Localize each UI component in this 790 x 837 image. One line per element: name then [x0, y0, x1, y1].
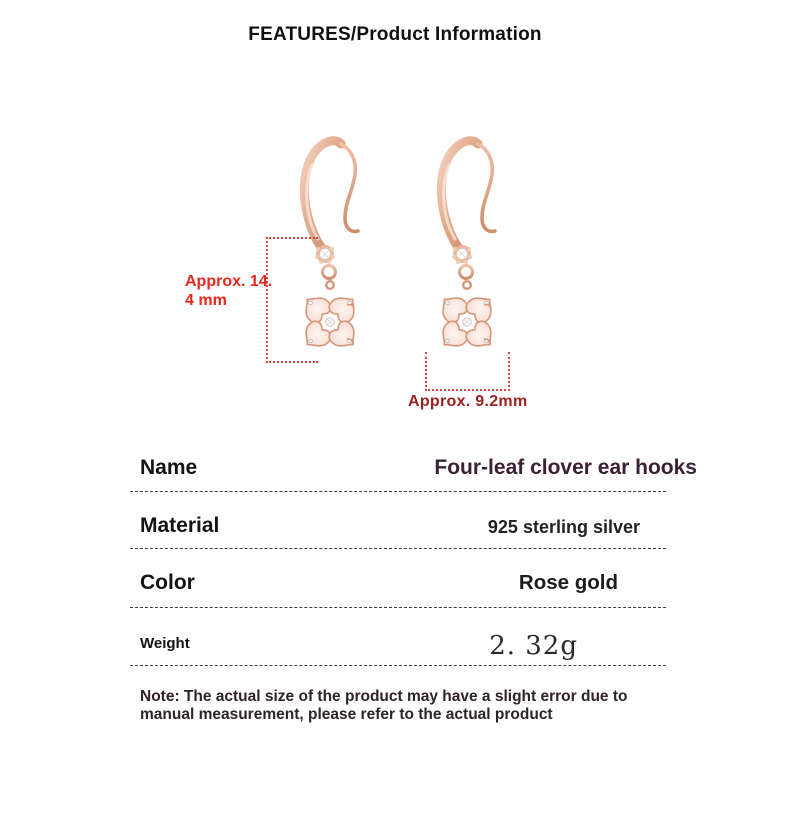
page-title: FEATURES/Product Information [248, 24, 542, 45]
measurement-note: Note: The actual size of the product may have a slight error due to manual measurement, please refer to the actual product [140, 688, 628, 723]
product-photo [285, 133, 515, 378]
spec-value-material: 925 sterling silver [487, 517, 640, 537]
spec-value-color: Rose gold [518, 571, 618, 594]
spec-label-weight: Weight [140, 635, 190, 652]
height-measure-line1: Approx. 14. [185, 273, 273, 290]
spec-label-material: Material [140, 514, 220, 537]
height-measure-label [185, 272, 277, 310]
spec-label-name: Name [140, 456, 198, 479]
spec-row-color [130, 549, 666, 608]
width-measure-label: Approx. 9.2mm [408, 393, 528, 410]
spec-row-name [130, 447, 697, 492]
earring-right-image [435, 141, 499, 354]
width-measure-bracket [425, 352, 510, 391]
height-measure-line2: 4 mm [185, 292, 227, 309]
spec-value-weight: 2. 32g [489, 631, 578, 661]
spec-row-weight [130, 608, 666, 666]
spec-row-material [130, 492, 666, 549]
spec-label-color: Color [140, 571, 195, 594]
spec-value-name: Four-leaf clover ear hooks [434, 456, 697, 479]
spec-table [130, 447, 697, 666]
